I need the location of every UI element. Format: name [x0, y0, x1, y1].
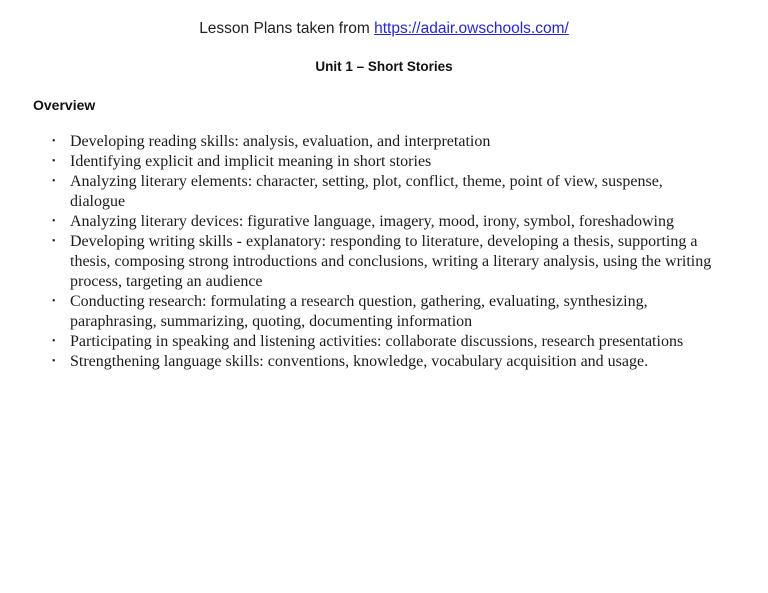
overview-list: [0, 132, 768, 372]
unit-subtitle: Unit 1 – Short Stories: [315, 59, 453, 74]
bullet-icon: •: [52, 296, 56, 307]
list-item-text: Analyzing literary devices: figurative language, imagery, mood, irony, symbol, foreshadowing: [70, 213, 674, 230]
overview-heading: Overview: [33, 97, 96, 113]
list-item: [52, 172, 768, 212]
source-link[interactable]: https://adair.owschools.com/: [374, 20, 569, 37]
page-title-text: Lesson Plans taken from: [199, 20, 375, 37]
list-item: [52, 132, 768, 152]
bullet-icon: •: [52, 156, 56, 167]
bullet-icon: •: [52, 216, 56, 227]
list-item: [52, 212, 768, 232]
bullet-icon: •: [52, 136, 56, 147]
bullet-icon: •: [52, 356, 56, 367]
bullet-icon: •: [52, 336, 56, 347]
list-item-text: Conducting research: formulating a research question, gathering, evaluating, synthesizing, paraphrasing, summarizing, quoting, documenting information: [70, 293, 648, 330]
list-item-text: Strengthening language skills: conventions, knowledge, vocabulary acquisition and usage.: [70, 353, 649, 370]
bullet-icon: •: [52, 176, 56, 187]
list-item-text: Participating in speaking and listening activities: collaborate discussions, research presentations: [70, 333, 684, 350]
list-item: [52, 352, 768, 372]
list-item-text: Developing reading skills: analysis, evaluation, and interpretation: [70, 133, 491, 150]
list-item: [52, 292, 768, 332]
list-item-text: Identifying explicit and implicit meaning in short stories: [70, 153, 432, 170]
list-item-text: Analyzing literary elements: character, setting, plot, conflict, theme, point of view, suspense, dialogue: [70, 173, 663, 210]
list-item-text: Developing writing skills - explanatory: responding to literature, developing a thesis, supporting a thesis, composing strong introductions and conclusions, writing a literary analysis, using the writing process, targeting an audience: [70, 233, 712, 290]
list-item: [52, 152, 768, 172]
page-title: [0, 18, 768, 40]
bullet-icon: •: [52, 236, 56, 247]
list-item: [52, 332, 768, 352]
list-item: [52, 232, 768, 292]
